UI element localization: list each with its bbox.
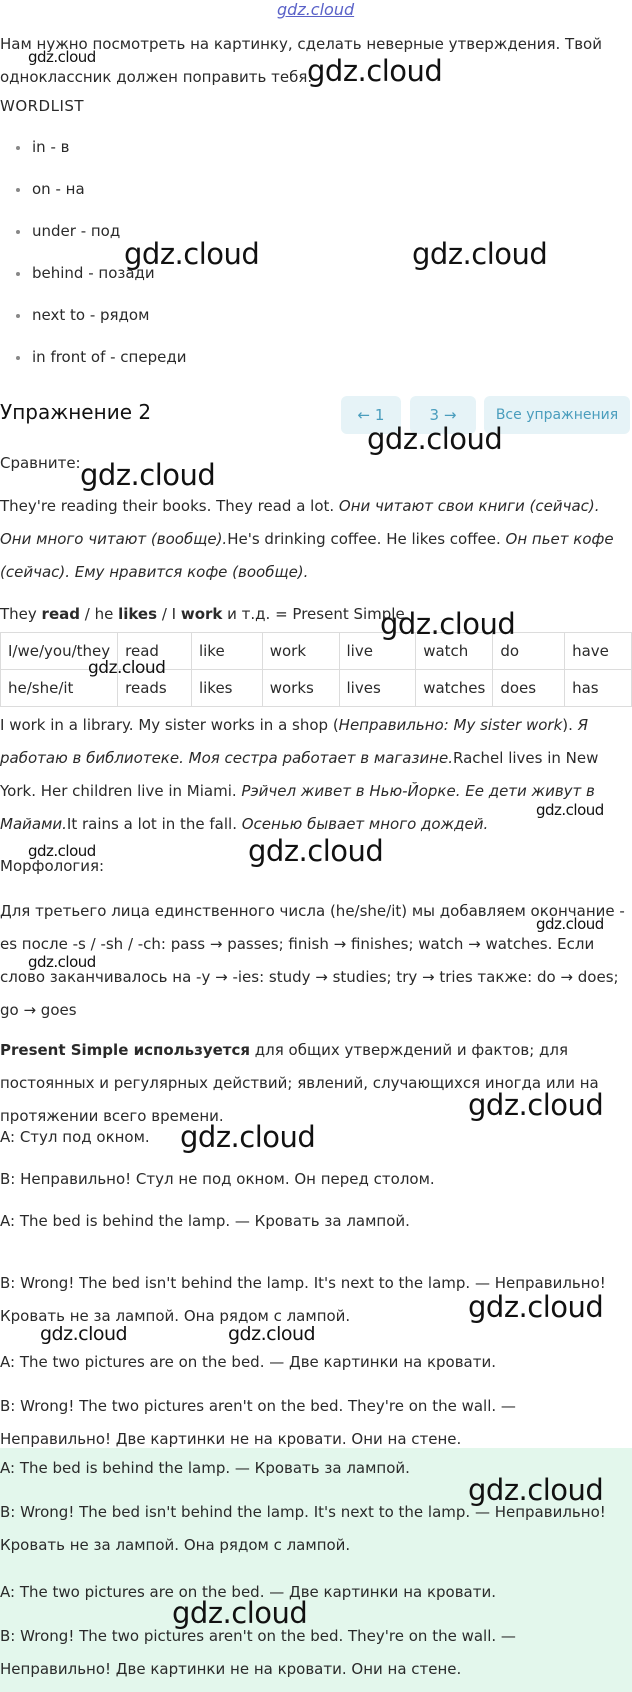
rule-bold: work bbox=[180, 605, 223, 623]
answer-line: A: The two pictures are on the bed. — Две картинки на кровати. bbox=[0, 1583, 497, 1601]
rule-text: They bbox=[0, 605, 42, 623]
table-cell: watches bbox=[416, 670, 493, 707]
site-logo[interactable]: gdz.cloud bbox=[277, 0, 355, 19]
table-cell: have bbox=[565, 633, 632, 670]
watermark: gdz.cloud bbox=[28, 953, 96, 971]
watermark: gdz.cloud bbox=[468, 1290, 604, 1324]
answer-line: B: Wrong! The two pictures aren't on the bed. They're on the wall. — Неправильно! Две картинки не на кровати. Они на стене. bbox=[0, 1627, 516, 1678]
table-cell: live bbox=[339, 633, 416, 670]
answer-line: B: Wrong! The bed isn't behind the lamp. It's next to the lamp. — Неправильно! Кровать не за лампой. Она рядом с лампой. bbox=[0, 1503, 606, 1554]
watermark: gdz.cloud bbox=[367, 422, 503, 456]
rule-text: / he bbox=[79, 605, 119, 623]
watermark: gdz.cloud bbox=[248, 834, 384, 868]
usage-rest: для общих утверждений и фактов; для постоянных и регулярных действий; явлений, случающихся иногда или на протяжении всего времени. bbox=[0, 1041, 599, 1125]
example-2-translation: Рэйчел живет в Нью-Йорке. Ее дети живут в Майами. bbox=[0, 782, 595, 833]
dialogue-line: A: Стул под окном. bbox=[0, 1128, 150, 1146]
watermark: gdz.cloud bbox=[124, 237, 260, 271]
table-cell: he/she/it bbox=[1, 670, 118, 707]
rule-bold: read bbox=[41, 605, 80, 623]
table-cell: does bbox=[493, 670, 565, 707]
watermark: gdz.cloud bbox=[307, 54, 443, 88]
list-item: in - в bbox=[0, 135, 186, 177]
table-cell: likes bbox=[191, 670, 262, 707]
example-1-end: ). bbox=[562, 716, 578, 734]
list-item: on - на bbox=[0, 177, 186, 219]
watermark: gdz.cloud bbox=[536, 801, 604, 819]
watermark: gdz.cloud bbox=[40, 1323, 128, 1345]
rule-text: и т.д. = Present Simple bbox=[222, 605, 405, 623]
all-exercises-button[interactable]: Все упражнения bbox=[484, 396, 630, 434]
table-cell: lives bbox=[339, 670, 416, 707]
watermark: gdz.cloud bbox=[468, 1473, 604, 1507]
example-2: Rachel lives in New York. Her children live in Miami. bbox=[0, 749, 599, 800]
watermark: gdz.cloud bbox=[172, 1596, 308, 1630]
rule-line bbox=[0, 605, 405, 623]
morphology-label: Морфология: bbox=[0, 857, 105, 875]
morphology-text: Для третьего лица единственного числа (he/she/it) мы добавляем окончание -es после -s / -sh / -ch: pass → passes; finish → finishes; watch → watches. Если слово заканчивалось на -y → -ies: study → studies; try → tries также: do → does; go → goes bbox=[0, 902, 625, 1019]
table-cell: reads bbox=[118, 670, 192, 707]
task-intro: Нам нужно посмотреть на картинку, сделать неверные утверждения. Твой одноклассник должен поправить тебя. bbox=[0, 35, 602, 86]
watermark: gdz.cloud bbox=[28, 48, 96, 66]
example-1-wrong: Неправильно: My sister work bbox=[338, 716, 563, 734]
watermark: gdz.cloud bbox=[536, 915, 604, 933]
watermark: gdz.cloud bbox=[380, 607, 516, 641]
list-item: next to - рядом bbox=[0, 303, 186, 345]
example-3: It rains a lot in the fall. bbox=[66, 815, 242, 833]
watermark: gdz.cloud bbox=[80, 458, 216, 492]
dialogue-line: B: Неправильно! Стул не под окном. Он перед столом. bbox=[0, 1170, 435, 1188]
usage-bold: Present Simple используется bbox=[0, 1041, 251, 1059]
watermark: gdz.cloud bbox=[180, 1120, 316, 1154]
compare-s1-translation: Они читают свои книги (сейчас). Они много читают (вообще). bbox=[0, 497, 600, 548]
compare-s2-translation: Он пьет кофе (сейчас). Ему нравится кофе (вообще). bbox=[0, 530, 614, 581]
table-cell: like bbox=[191, 633, 262, 670]
wordlist-title: WORDLIST bbox=[0, 97, 85, 115]
table-cell: I/we/you/they bbox=[1, 633, 118, 670]
table-cell: has bbox=[565, 670, 632, 707]
rule-text: / I bbox=[157, 605, 181, 623]
watermark: gdz.cloud bbox=[88, 658, 166, 678]
dialogue-line: B: Wrong! The two pictures aren't on the bed. They're on the wall. — Неправильно! Две картинки не на кровати. Они на стене. bbox=[0, 1397, 516, 1448]
exercise-title: Упражнение 2 bbox=[0, 400, 152, 424]
table-cell: read bbox=[118, 633, 192, 670]
compare-s2: He's drinking coffee. He likes coffee. bbox=[227, 530, 506, 548]
dialogue-line: A: The bed is behind the lamp. — Кровать за лампой. bbox=[0, 1212, 410, 1230]
list-item: in front of - спереди bbox=[0, 345, 186, 387]
watermark: gdz.cloud bbox=[28, 842, 96, 860]
watermark: gdz.cloud bbox=[412, 237, 548, 271]
compare-text bbox=[0, 490, 628, 589]
watermark: gdz.cloud bbox=[468, 1088, 604, 1122]
watermark: gdz.cloud bbox=[228, 1323, 316, 1345]
table-cell: works bbox=[262, 670, 339, 707]
example-1-translation: Я работаю в библиотеке. Моя сестра работает в магазине. bbox=[0, 716, 589, 767]
table-cell: do bbox=[493, 633, 565, 670]
table-cell: work bbox=[262, 633, 339, 670]
rule-bold: likes bbox=[118, 605, 158, 623]
list-item: under - под bbox=[0, 219, 186, 261]
next-exercise-button[interactable]: 3 → bbox=[410, 396, 476, 434]
example-1: I work in a library. My sister works in a shop ( bbox=[0, 716, 339, 734]
list-item: behind - позади bbox=[0, 261, 186, 303]
dialogue-line: A: The two pictures are on the bed. — Две картинки на кровати. bbox=[0, 1353, 497, 1371]
example-3-translation: Осенью бывает много дождей. bbox=[241, 815, 489, 833]
dialogue-line: B: Wrong! The bed isn't behind the lamp. It's next to the lamp. — Неправильно! Кровать не за лампой. Она рядом с лампой. bbox=[0, 1274, 606, 1325]
compare-s1: They're reading their books. They read a lot. bbox=[0, 497, 339, 515]
answer-line: A: The bed is behind the lamp. — Кровать за лампой. bbox=[0, 1459, 410, 1477]
examples-text bbox=[0, 709, 628, 841]
prev-exercise-button[interactable]: ← 1 bbox=[341, 396, 401, 434]
compare-label: Сравните: bbox=[0, 454, 81, 472]
table-cell: watch bbox=[416, 633, 493, 670]
